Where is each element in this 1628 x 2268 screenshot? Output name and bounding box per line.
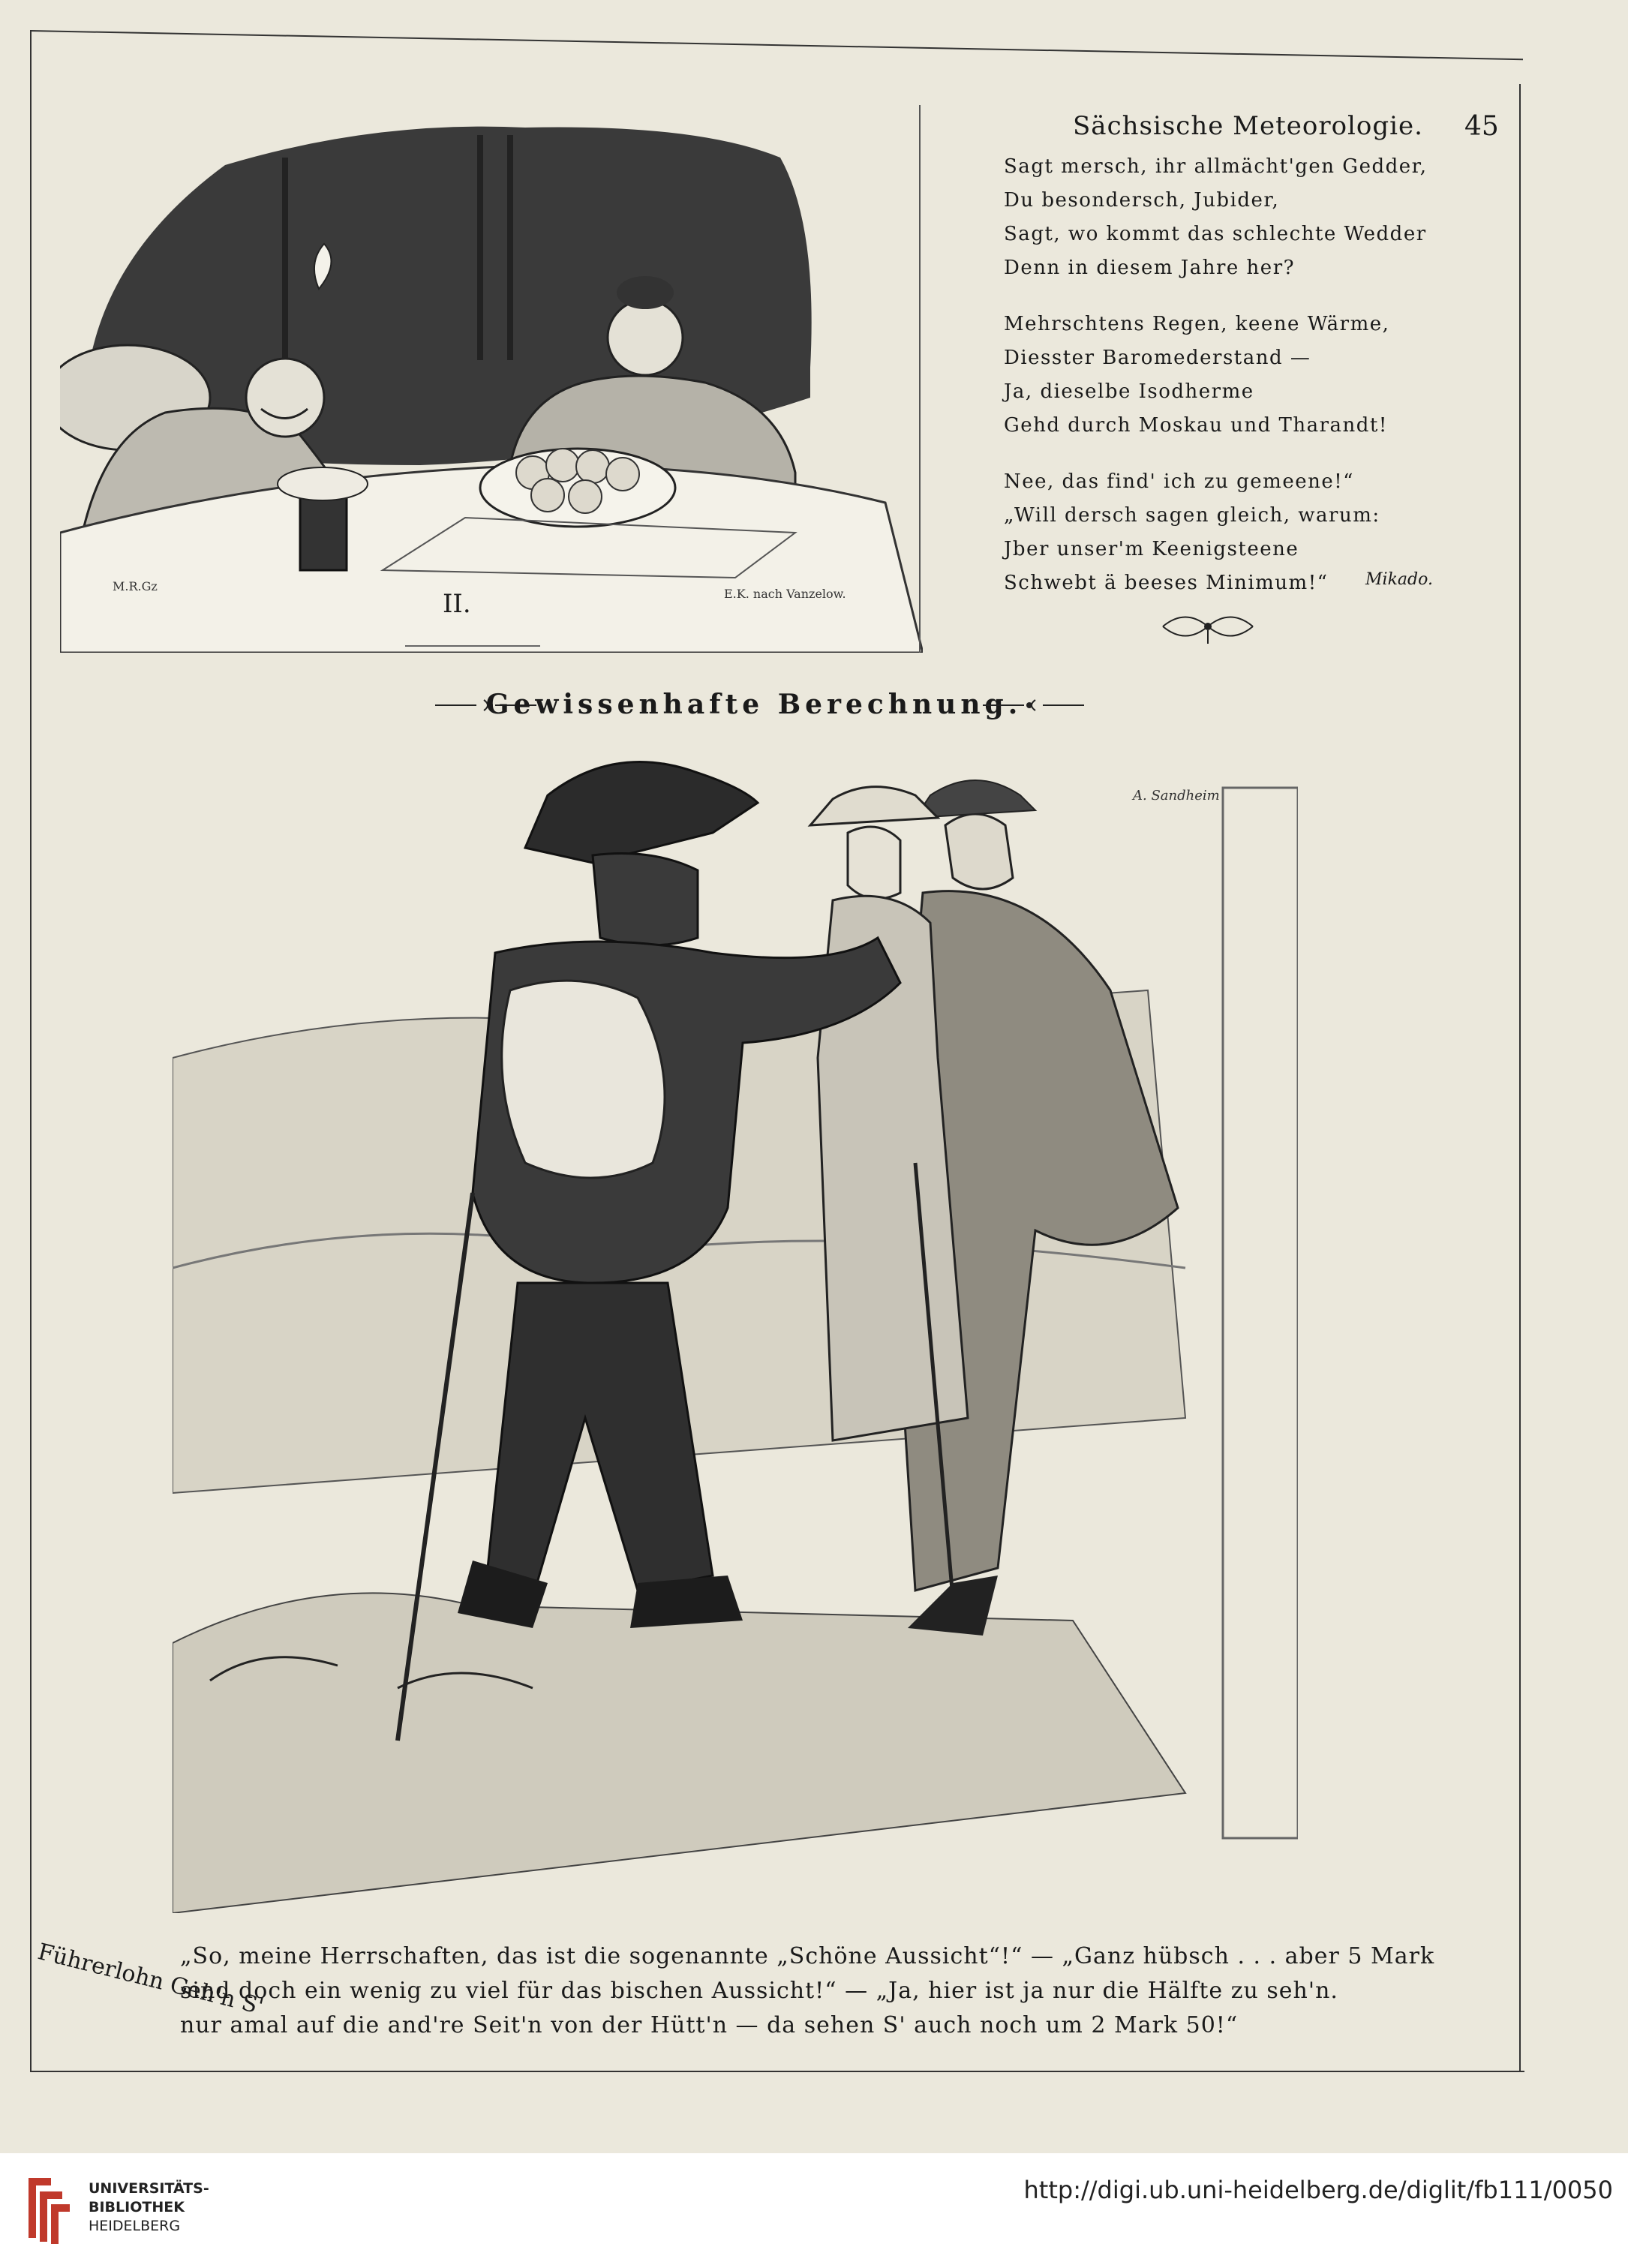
poem-author: Mikado. <box>1365 570 1433 589</box>
illustration-caption <box>180 1939 1485 2043</box>
page-number: 45 <box>1464 111 1499 142</box>
poem-line: Sagt mersch, ihr allmächt'gen Gedder, <box>1004 155 1428 178</box>
poem-line: Jber unser'm Keenigsteene <box>1004 538 1299 560</box>
caption-line: sind doch ein wenig zu viel für das bischen Aussicht!“ — „Ja, hier ist ja nur die Hälfte zu seh'n. <box>180 1978 1338 2004</box>
dinner-scene-illustration <box>60 113 923 653</box>
poem-line: „Will dersch sagen gleich, warum: <box>1004 504 1380 527</box>
library-name-line: BIBLIOTHEK <box>89 2199 185 2215</box>
mountain-guide-illustration <box>173 743 1298 1913</box>
library-name-line: HEIDELBERG <box>89 2218 181 2234</box>
title-ornament-right-icon <box>975 694 1088 716</box>
page-header-title: Sächsische Meteorologie. <box>1073 111 1423 141</box>
poem-line: Ja, dieselbe Isodherme <box>1004 380 1254 403</box>
top-illustration-signature-left: M.R.Gz <box>113 579 158 593</box>
poem-stanza <box>1004 150 1484 285</box>
poem-line: Nee, das find' ich zu gemeene!“ <box>1004 470 1354 493</box>
page-frame-right-line <box>1519 84 1521 2072</box>
top-illustration-signature-right: E.K. nach Vanzelow. <box>724 587 846 601</box>
caption-line: nur amal auf die and're Seit'n von der Hütt'n — da sehen S' auch noch um 2 Mark 50!“ <box>180 2012 1239 2038</box>
source-url-link[interactable]: http://digi.ub.uni-heidelberg.de/diglit/fb111/0050 <box>1023 2176 1613 2204</box>
poem-line: Denn in diesem Jahre her? <box>1004 257 1296 279</box>
column-divider <box>919 105 921 653</box>
top-illustration-caption: II. <box>443 589 471 619</box>
footer-bar <box>0 2153 1628 2268</box>
small-rule <box>405 645 540 647</box>
artist-signature: A. Sandheim <box>1133 788 1220 804</box>
poem-line: Mehrschtens Regen, keene Wärme, <box>1004 313 1390 335</box>
library-logo-icon[interactable] <box>21 2170 74 2245</box>
poem-line: Sagt, wo kommt das schlechte Wedder <box>1004 223 1427 245</box>
poem <box>1004 150 1484 623</box>
caption-line: „So, meine Herrschaften, das ist die sogenannte „Schöne Aussicht“!“ — „Ganz hübsch . . . aber 5 Mark <box>180 1943 1435 1969</box>
library-name-line: UNIVERSITÄTS- <box>89 2180 209 2197</box>
ornament-icon <box>1155 608 1260 645</box>
poem-line: Du besondersch, Jubider, <box>1004 189 1280 212</box>
caption-side-text: Führerlohn Geh'n S' <box>35 1939 266 2020</box>
poem-line: Diesster Baromederstand — <box>1004 347 1311 369</box>
poem-line: Schwebt ä beeses Minimum!“ <box>1004 572 1329 594</box>
section-title: Gewissenhafte Berechnung. <box>485 689 1023 720</box>
library-name[interactable] <box>89 2179 209 2236</box>
poem-line: Gehd durch Moskau und Tharandt! <box>1004 414 1388 437</box>
poem-stanza <box>1004 308 1484 443</box>
